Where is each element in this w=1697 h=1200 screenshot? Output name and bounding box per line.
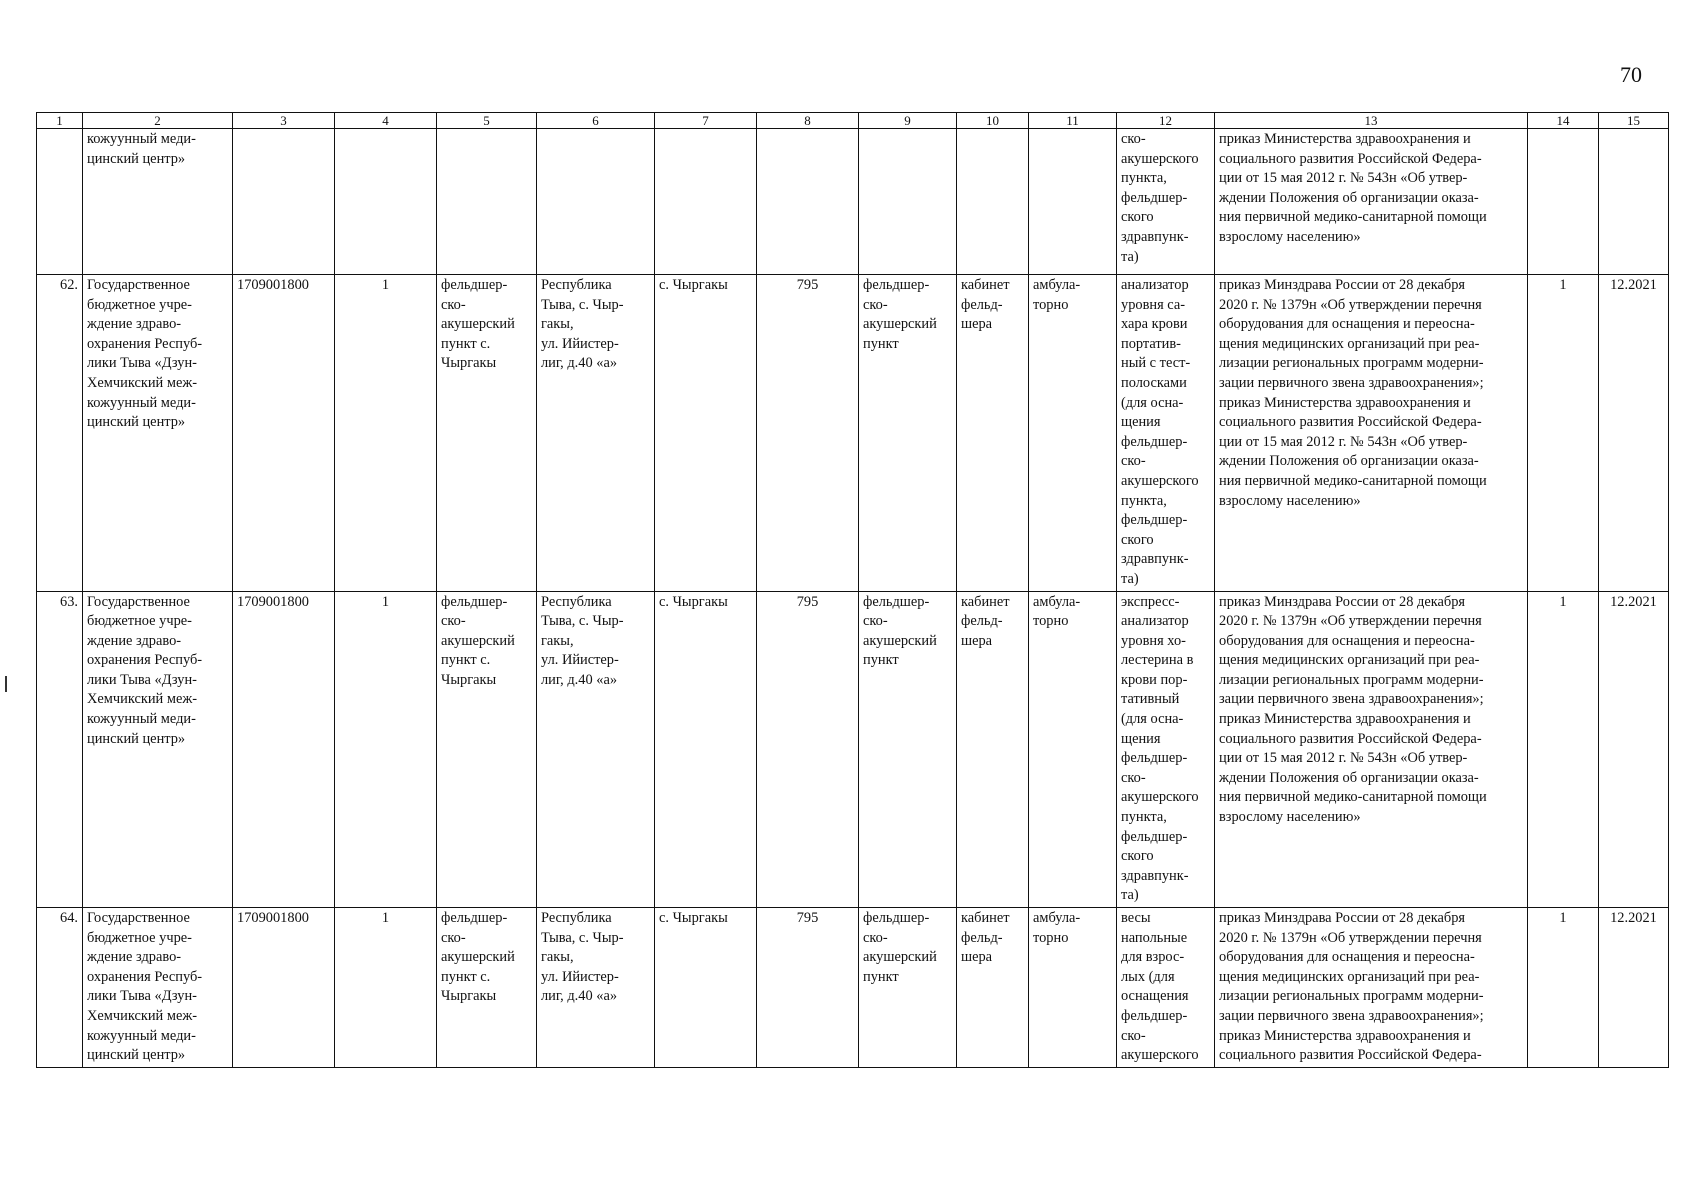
settlement-cell: с. Чыргакы xyxy=(655,591,757,908)
population-cell: 795 xyxy=(757,591,859,908)
scan-margin-mark xyxy=(5,676,7,692)
table-row xyxy=(37,908,1669,1068)
count-cell: 1 xyxy=(335,591,437,908)
column-number: 7 xyxy=(655,113,757,129)
regulation-cell: приказ Минздрава России от 28 декабря 2020 г. № 1379н «Об утверждении перечня оборудования для оснащения и переосна- щения медицинских организаций при реа- лизации региональных программ модерни- зации первичного звена здравоохранения»; приказ Министерства здравоохранения и социального развития Российской Федера- xyxy=(1215,908,1528,1068)
count-cell: 1 xyxy=(335,275,437,592)
count-cell: 1 xyxy=(335,908,437,1068)
equipment-cell: весы напольные для взрос- лых (для оснащения фельдшер- ско- акушерского xyxy=(1117,908,1215,1068)
column-number-row xyxy=(37,113,1669,129)
column-number: 2 xyxy=(83,113,233,129)
unit-cell: фельдшер- ско- акушерский пункт с. Чыргакы xyxy=(437,275,537,592)
organization-cell: кожуунный меди- цинский центр» xyxy=(83,129,233,275)
regulation-cell: приказ Минздрава России от 28 декабря 2020 г. № 1379н «Об утверждении перечня оборудования для оснащения и переосна- щения медицинских организаций при реа- лизации региональных программ модерни- зации первичного звена здравоохранения»; приказ Министерства здравоохранения и социального развития Российской Федера- ции от 15 мая 2012 г. № 543н «Об утвер- ждении Положения об организации оказа- ния первичной медико-санитарной помощи взрослому населению» xyxy=(1215,275,1528,592)
column-number: 11 xyxy=(1029,113,1117,129)
facility-type-cell: фельдшер- ско- акушерский пункт xyxy=(859,908,957,1068)
column-number: 4 xyxy=(335,113,437,129)
address-cell: Республика Тыва, с. Чыр- гакы, ул. Ийистер- лиг, д.40 «а» xyxy=(537,591,655,908)
room-cell: кабинет фельд- шера xyxy=(957,591,1029,908)
equipment-cell: анализатор уровня са- хара крови портатив- ный с тест- полосками (для осна- щения фельдшер- ско- акушерского пункта, фельдшер- ского здравпунк- та) xyxy=(1117,275,1215,592)
count-cell xyxy=(335,129,437,275)
facility-type-cell: фельдшер- ско- акушерский пункт xyxy=(859,591,957,908)
column-number: 5 xyxy=(437,113,537,129)
code-cell xyxy=(233,129,335,275)
date-cell: 12.2021 xyxy=(1599,908,1669,1068)
settlement-cell: с. Чыргакы xyxy=(655,275,757,592)
room-cell: кабинет фельд- шера xyxy=(957,908,1029,1068)
table-row xyxy=(37,591,1669,908)
quantity-cell xyxy=(1528,129,1599,275)
code-cell: 1709001800 xyxy=(233,908,335,1068)
regulation-cell: приказ Минздрава России от 28 декабря 2020 г. № 1379н «Об утверждении перечня оборудования для оснащения и переосна- щения медицинских организаций при реа- лизации региональных программ модерни- зации первичного звена здравоохранения»; приказ Министерства здравоохранения и социального развития Российской Федера- ции от 15 мая 2012 г. № 543н «Об утвер- ждении Положения об организации оказа- ния первичной медико-санитарной помощи взрослому населению» xyxy=(1215,591,1528,908)
date-cell: 12.2021 xyxy=(1599,275,1669,592)
population-cell: 795 xyxy=(757,275,859,592)
care-mode-cell: амбула- торно xyxy=(1029,591,1117,908)
code-cell: 1709001800 xyxy=(233,591,335,908)
care-mode-cell xyxy=(1029,129,1117,275)
facility-type-cell xyxy=(859,129,957,275)
room-cell: кабинет фельд- шера xyxy=(957,275,1029,592)
care-mode-cell: амбула- торно xyxy=(1029,275,1117,592)
row-number-cell: 62. xyxy=(37,275,83,592)
date-cell xyxy=(1599,129,1669,275)
column-number: 13 xyxy=(1215,113,1528,129)
care-mode-cell: амбула- торно xyxy=(1029,908,1117,1068)
row-number-cell: 63. xyxy=(37,591,83,908)
address-cell: Республика Тыва, с. Чыр- гакы, ул. Ийистер- лиг, д.40 «а» xyxy=(537,908,655,1068)
quantity-cell: 1 xyxy=(1528,591,1599,908)
row-number-cell xyxy=(37,129,83,275)
quantity-cell: 1 xyxy=(1528,275,1599,592)
column-number: 3 xyxy=(233,113,335,129)
population-cell: 795 xyxy=(757,908,859,1068)
address-cell xyxy=(537,129,655,275)
unit-cell: фельдшер- ско- акушерский пункт с. Чыргакы xyxy=(437,591,537,908)
equipment-cell: ско- акушерского пункта, фельдшер- ского здравпунк- та) xyxy=(1117,129,1215,275)
room-cell xyxy=(957,129,1029,275)
settlement-cell xyxy=(655,129,757,275)
equipment-cell: экспресс- анализатор уровня хо- лестерина в крови пор- тативный (для осна- щения фельдшер- ско- акушерского пункта, фельдшер- ского здравпунк- та) xyxy=(1117,591,1215,908)
column-number: 14 xyxy=(1528,113,1599,129)
table-row xyxy=(37,129,1669,275)
column-number: 15 xyxy=(1599,113,1669,129)
date-cell: 12.2021 xyxy=(1599,591,1669,908)
quantity-cell: 1 xyxy=(1528,908,1599,1068)
column-number: 10 xyxy=(957,113,1029,129)
address-cell: Республика Тыва, с. Чыр- гакы, ул. Ийистер- лиг, д.40 «а» xyxy=(537,275,655,592)
regulation-cell: приказ Министерства здравоохранения и социального развития Российской Федера- ции от 15 мая 2012 г. № 543н «Об утвер- ждении Положения об организации оказа- ния первичной медико-санитарной помощи взрослому населению» xyxy=(1215,129,1528,275)
settlement-cell: с. Чыргакы xyxy=(655,908,757,1068)
column-number: 8 xyxy=(757,113,859,129)
organization-cell: Государственное бюджетное учре- ждение здраво- охранения Респуб- лики Тыва «Дзун- Хемчикский меж- кожуунный меди- цинский центр» xyxy=(83,275,233,592)
page-number: 70 xyxy=(1620,62,1642,87)
table-row xyxy=(37,275,1669,592)
code-cell: 1709001800 xyxy=(233,275,335,592)
column-number: 6 xyxy=(537,113,655,129)
data-table xyxy=(36,112,1669,1068)
organization-cell: Государственное бюджетное учре- ждение здраво- охранения Респуб- лики Тыва «Дзун- Хемчикский меж- кожуунный меди- цинский центр» xyxy=(83,908,233,1068)
row-number-cell: 64. xyxy=(37,908,83,1068)
column-number: 9 xyxy=(859,113,957,129)
unit-cell: фельдшер- ско- акушерский пункт с. Чыргакы xyxy=(437,908,537,1068)
column-number: 1 xyxy=(37,113,83,129)
organization-cell: Государственное бюджетное учре- ждение здраво- охранения Респуб- лики Тыва «Дзун- Хемчикский меж- кожуунный меди- цинский центр» xyxy=(83,591,233,908)
population-cell xyxy=(757,129,859,275)
unit-cell xyxy=(437,129,537,275)
column-number: 12 xyxy=(1117,113,1215,129)
facility-type-cell: фельдшер- ско- акушерский пункт xyxy=(859,275,957,592)
